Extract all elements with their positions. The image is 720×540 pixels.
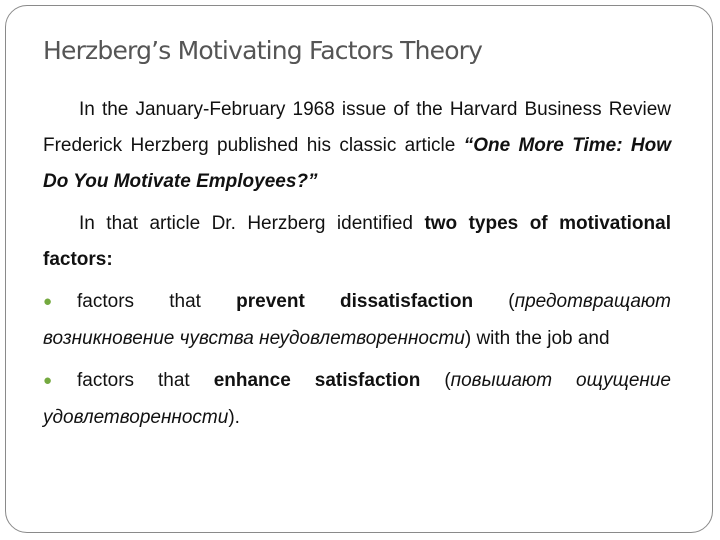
slide-body <box>43 92 671 436</box>
bullet-2-tail: ). <box>228 407 240 428</box>
bullet-2-russian: повышают ощущение удовлетворенности <box>43 370 671 428</box>
paragraph-2-bold: two types of motivational factors: <box>43 213 671 270</box>
article-title-quote: “One More Time: How Do You Motivate Employees?” <box>43 135 671 192</box>
bullet-1-lead: factors that <box>77 291 237 312</box>
bullet-icon: ● <box>43 293 53 310</box>
bullet-2-lead: factors that <box>77 370 214 391</box>
bullet-1-tail: ) with the job and <box>464 328 610 349</box>
paragraph-herzberg-article <box>43 92 671 200</box>
bullet-item-enhance-satisfaction <box>43 363 671 436</box>
paragraph-two-types <box>43 206 671 278</box>
bullet-2-bold: enhance satisfaction <box>213 370 421 391</box>
paragraph-2-text: In that article Dr. Herzberg identified <box>79 213 425 234</box>
bullet-icon: ● <box>43 372 53 389</box>
bullet-2-paren-open: ( <box>420 370 451 391</box>
bullet-1-bold: prevent dissatisfaction <box>236 291 474 312</box>
slide-title: Herzberg’s Motivating Factors Theory <box>43 36 483 65</box>
paragraph-1-text: In the January-February 1968 issue of the Harvard Business Review Frederick Herzberg published his classic article <box>43 99 671 156</box>
bullet-1-russian: предотвращают возникновение чувства неудовлетворенности <box>43 291 672 349</box>
bullet-item-prevent-dissatisfaction <box>43 284 671 357</box>
bullet-1-paren-open: ( <box>473 291 515 312</box>
